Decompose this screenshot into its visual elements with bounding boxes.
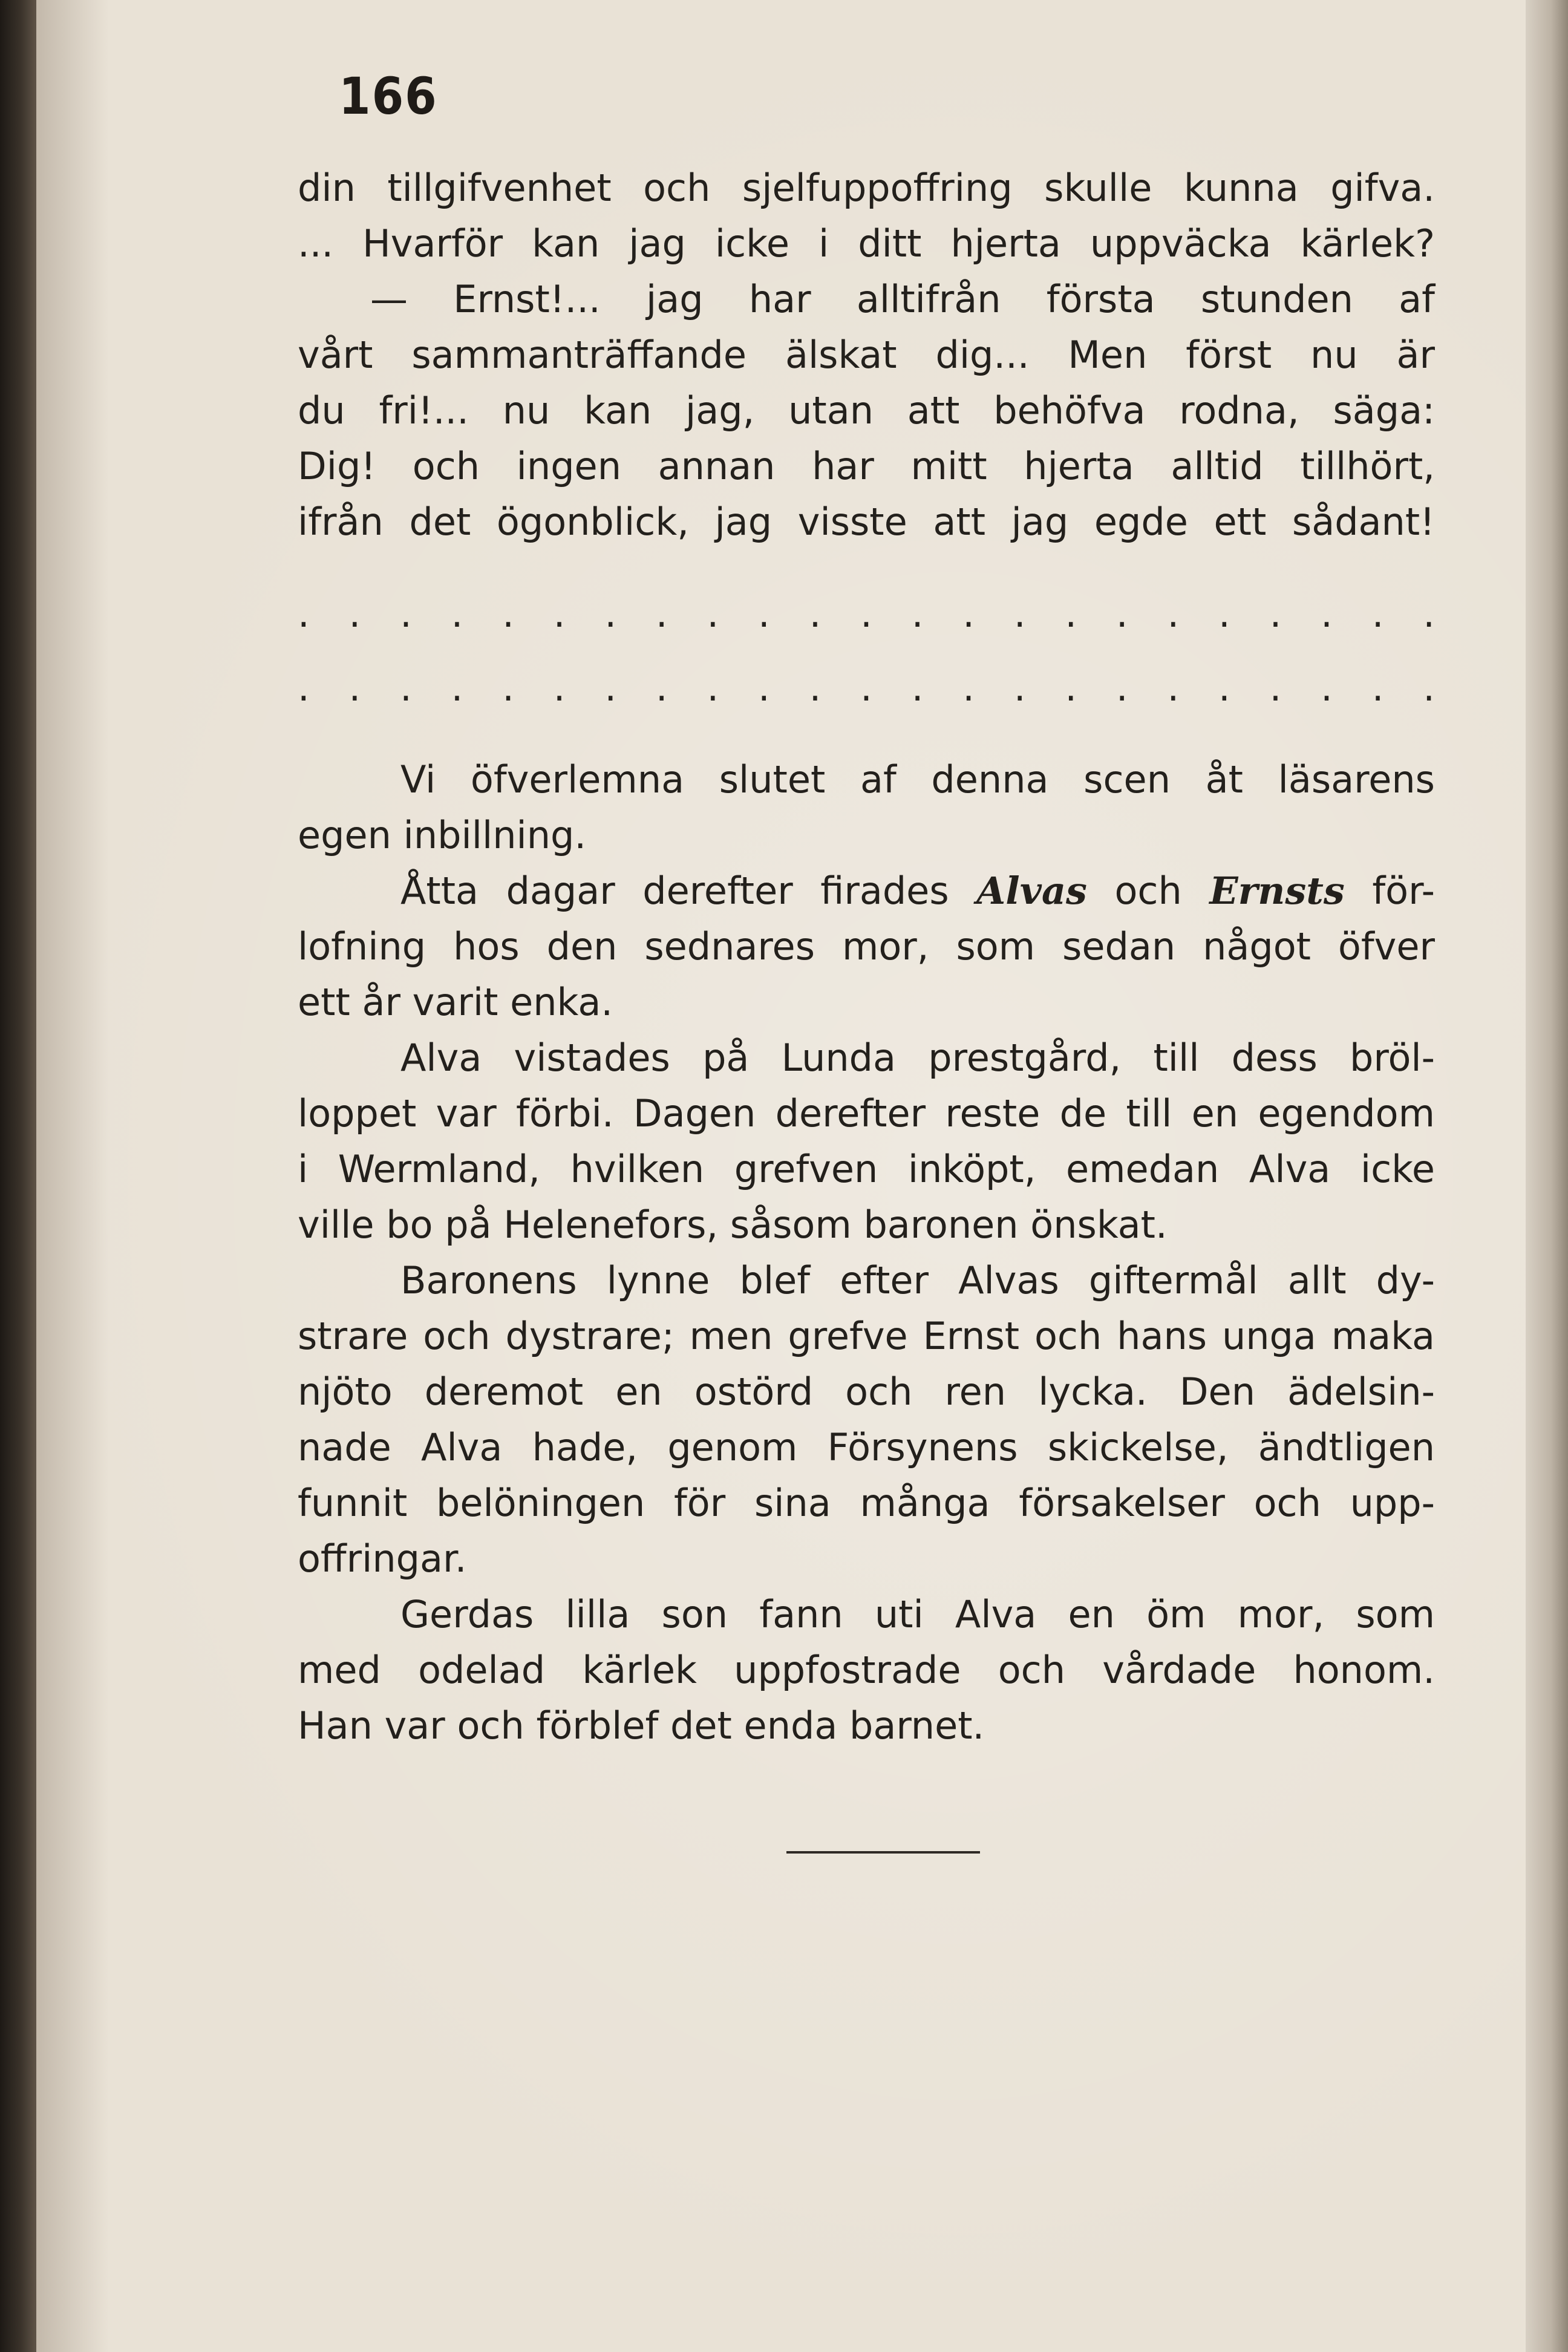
text-line: Dig! och ingen annan har mitt hjerta alltid tillhört,	[298, 444, 1435, 488]
page-number: 166	[339, 67, 438, 126]
text-line: ... Hvarför kan jag icke i ditt hjerta uppväcka kärlek?	[298, 221, 1435, 266]
text-line: loppet var förbi. Dagen derefter reste de till en egendom	[298, 1091, 1435, 1135]
text-line: du fri!... nu kan jag, utan att behöfva rodna, säga:	[298, 388, 1435, 433]
end-rule	[786, 1851, 980, 1854]
text-line: lofning hos den sednares mor, som sedan något öfver	[298, 924, 1435, 969]
text-line: offringar.	[298, 1537, 467, 1581]
text-line: Baronens lynne blef efter Alvas giftermål allt dy-	[400, 1258, 1435, 1302]
text-line: ville bo på Helenefors, såsom baronen önskat.	[298, 1203, 1168, 1247]
page-text	[298, 160, 1435, 1754]
ellipsis-row: . . . . . . . . . . . . . . . . . . . . . . .	[298, 592, 1435, 636]
text-line: Han var och förblef det enda barnet.	[298, 1704, 985, 1748]
text-line: njöto deremot en ostörd och ren lycka. Den ädelsin-	[298, 1370, 1435, 1414]
text-line: i Wermland, hvilken grefven inköpt, emedan Alva icke	[298, 1147, 1435, 1191]
text-line: strare och dystrare; men grefve Ernst och hans unga maka	[298, 1314, 1435, 1358]
name-ernsts: Ernsts	[1209, 869, 1345, 913]
text-line: — Ernst!... jag har alltifrån första stunden af	[370, 277, 1435, 321]
text-line: Vi öfverlemna slutet af denna scen åt läsarens	[400, 757, 1435, 802]
name-alvas: Alvas	[976, 869, 1087, 913]
text-line: Åtta dagar derefter firades Alvas och Ernsts för-	[400, 869, 1435, 913]
text-line: vårt sammanträffande älskat dig... Men först nu är	[298, 333, 1435, 377]
ellipsis-row: . . . . . . . . . . . . . . . . . . . . . . .	[298, 665, 1435, 710]
text-line: din tillgifvenhet och sjelfuppoffring skulle kunna gifva.	[298, 166, 1435, 210]
text-line: ett år varit enka.	[298, 980, 613, 1024]
text-line: egen inbillning.	[298, 813, 587, 857]
text-line: Alva vistades på Lunda prestgård, till dess bröl-	[400, 1036, 1435, 1080]
text-line: Gerdas lilla son fann uti Alva en öm mor, som	[400, 1592, 1435, 1636]
text-line: med odelad kärlek uppfostrade och vårdade honom.	[298, 1648, 1435, 1692]
text-line: ifrån det ögonblick, jag visste att jag egde ett sådant!	[298, 500, 1435, 544]
text-line: funnit belöningen för sina många försakelser och upp-	[298, 1481, 1435, 1525]
text-line: nade Alva hade, genom Försynens skickelse, ändtligen	[298, 1425, 1435, 1469]
page-edge	[1526, 0, 1568, 2352]
